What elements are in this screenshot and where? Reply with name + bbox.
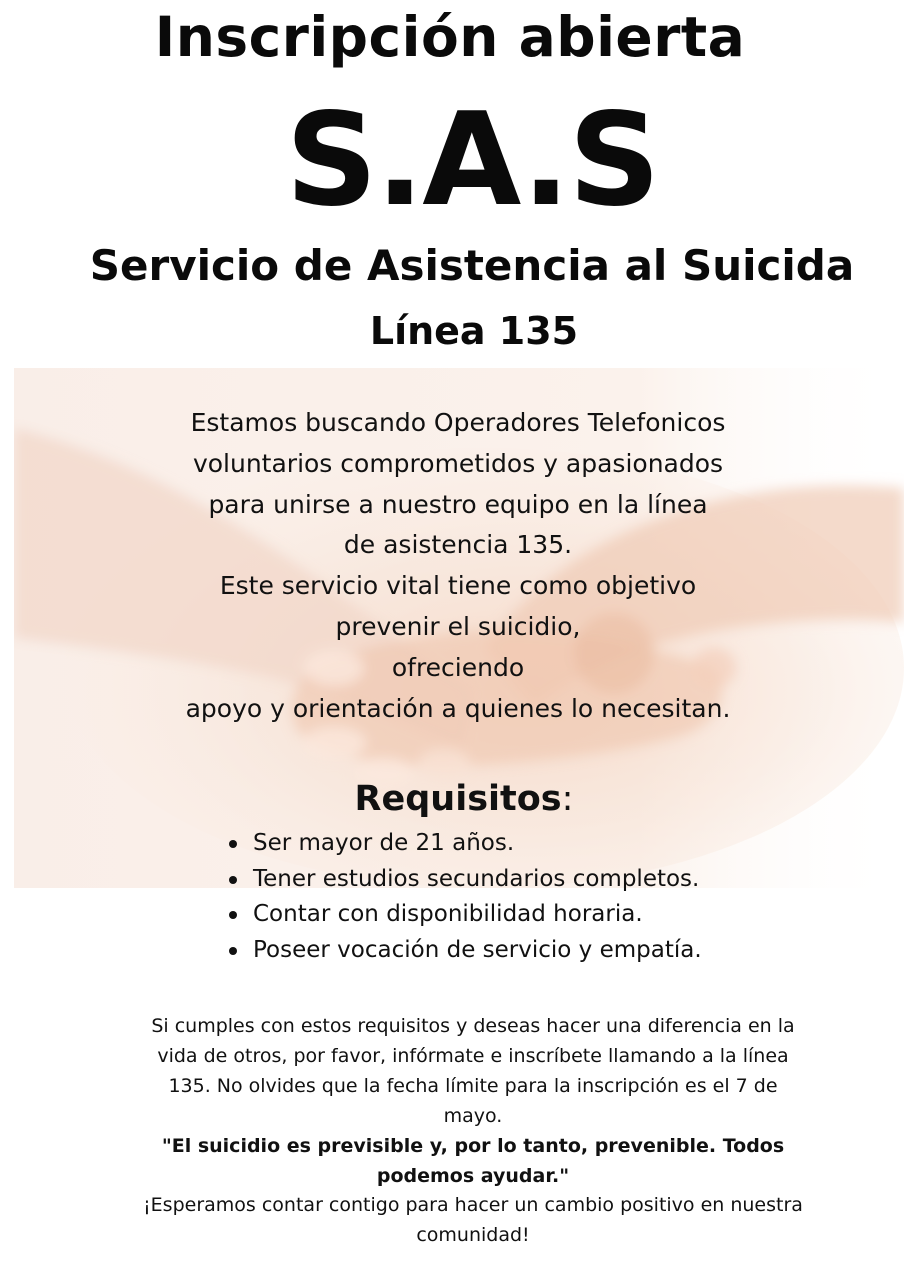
requirements-heading-text: Requisitos [354,779,562,819]
intro-line: voluntarios comprometidos y apasionados [192,448,724,478]
enrollment-title: Inscripción abierta [154,5,746,69]
closing-line: ¡Esperamos contar contigo para hacer un cambio positivo en nuestra [143,1194,803,1217]
requirements-heading [0,775,904,823]
requirements-list [228,826,702,968]
list-item: Tener estudios secundarios completos. [228,862,702,898]
intro-line: Este servicio vital tiene como objetivo [219,571,697,601]
requirements-heading-colon: : [561,779,574,819]
list-item: Contar con disponibilidad horaria. [228,897,702,933]
line-number: Línea 135 [369,309,579,353]
quote-line: "El suicidio es previsible y, por lo tanto, prevenible. Todos [161,1134,785,1157]
acronym-title: S.A.S [285,86,659,235]
intro-line: apoyo y orientación a quienes lo necesitan. [185,693,731,723]
closing-line: comunidad! [416,1224,530,1247]
intro-line: ofreciendo [391,652,525,682]
intro-line: prevenir el suicidio, [335,611,581,641]
intro-line: de asistencia 135. [343,530,573,560]
list-item: Ser mayor de 21 años. [228,826,702,862]
quote-line: podemos ayudar." [376,1164,570,1187]
intro-paragraph [0,403,904,729]
service-name: Servicio de Asistencia al Suicida [89,241,855,290]
footer-text [0,1012,904,1251]
list-item: Poseer vocación de servicio y empatía. [228,933,702,969]
intro-line: Estamos buscando Operadores Telefonicos [190,408,726,437]
footer-line: Si cumples con estos requisitos y deseas hacer una diferencia en la [151,1015,795,1037]
intro-line: para unirse a nuestro equipo en la línea [208,489,708,519]
footer-line: mayo. [443,1104,503,1127]
footer-line: 135. No olvides que la fecha límite para la inscripción es el 7 de [168,1074,778,1097]
footer-line: vida de otros, por favor, infórmate e inscríbete llamando a la línea [157,1044,789,1067]
